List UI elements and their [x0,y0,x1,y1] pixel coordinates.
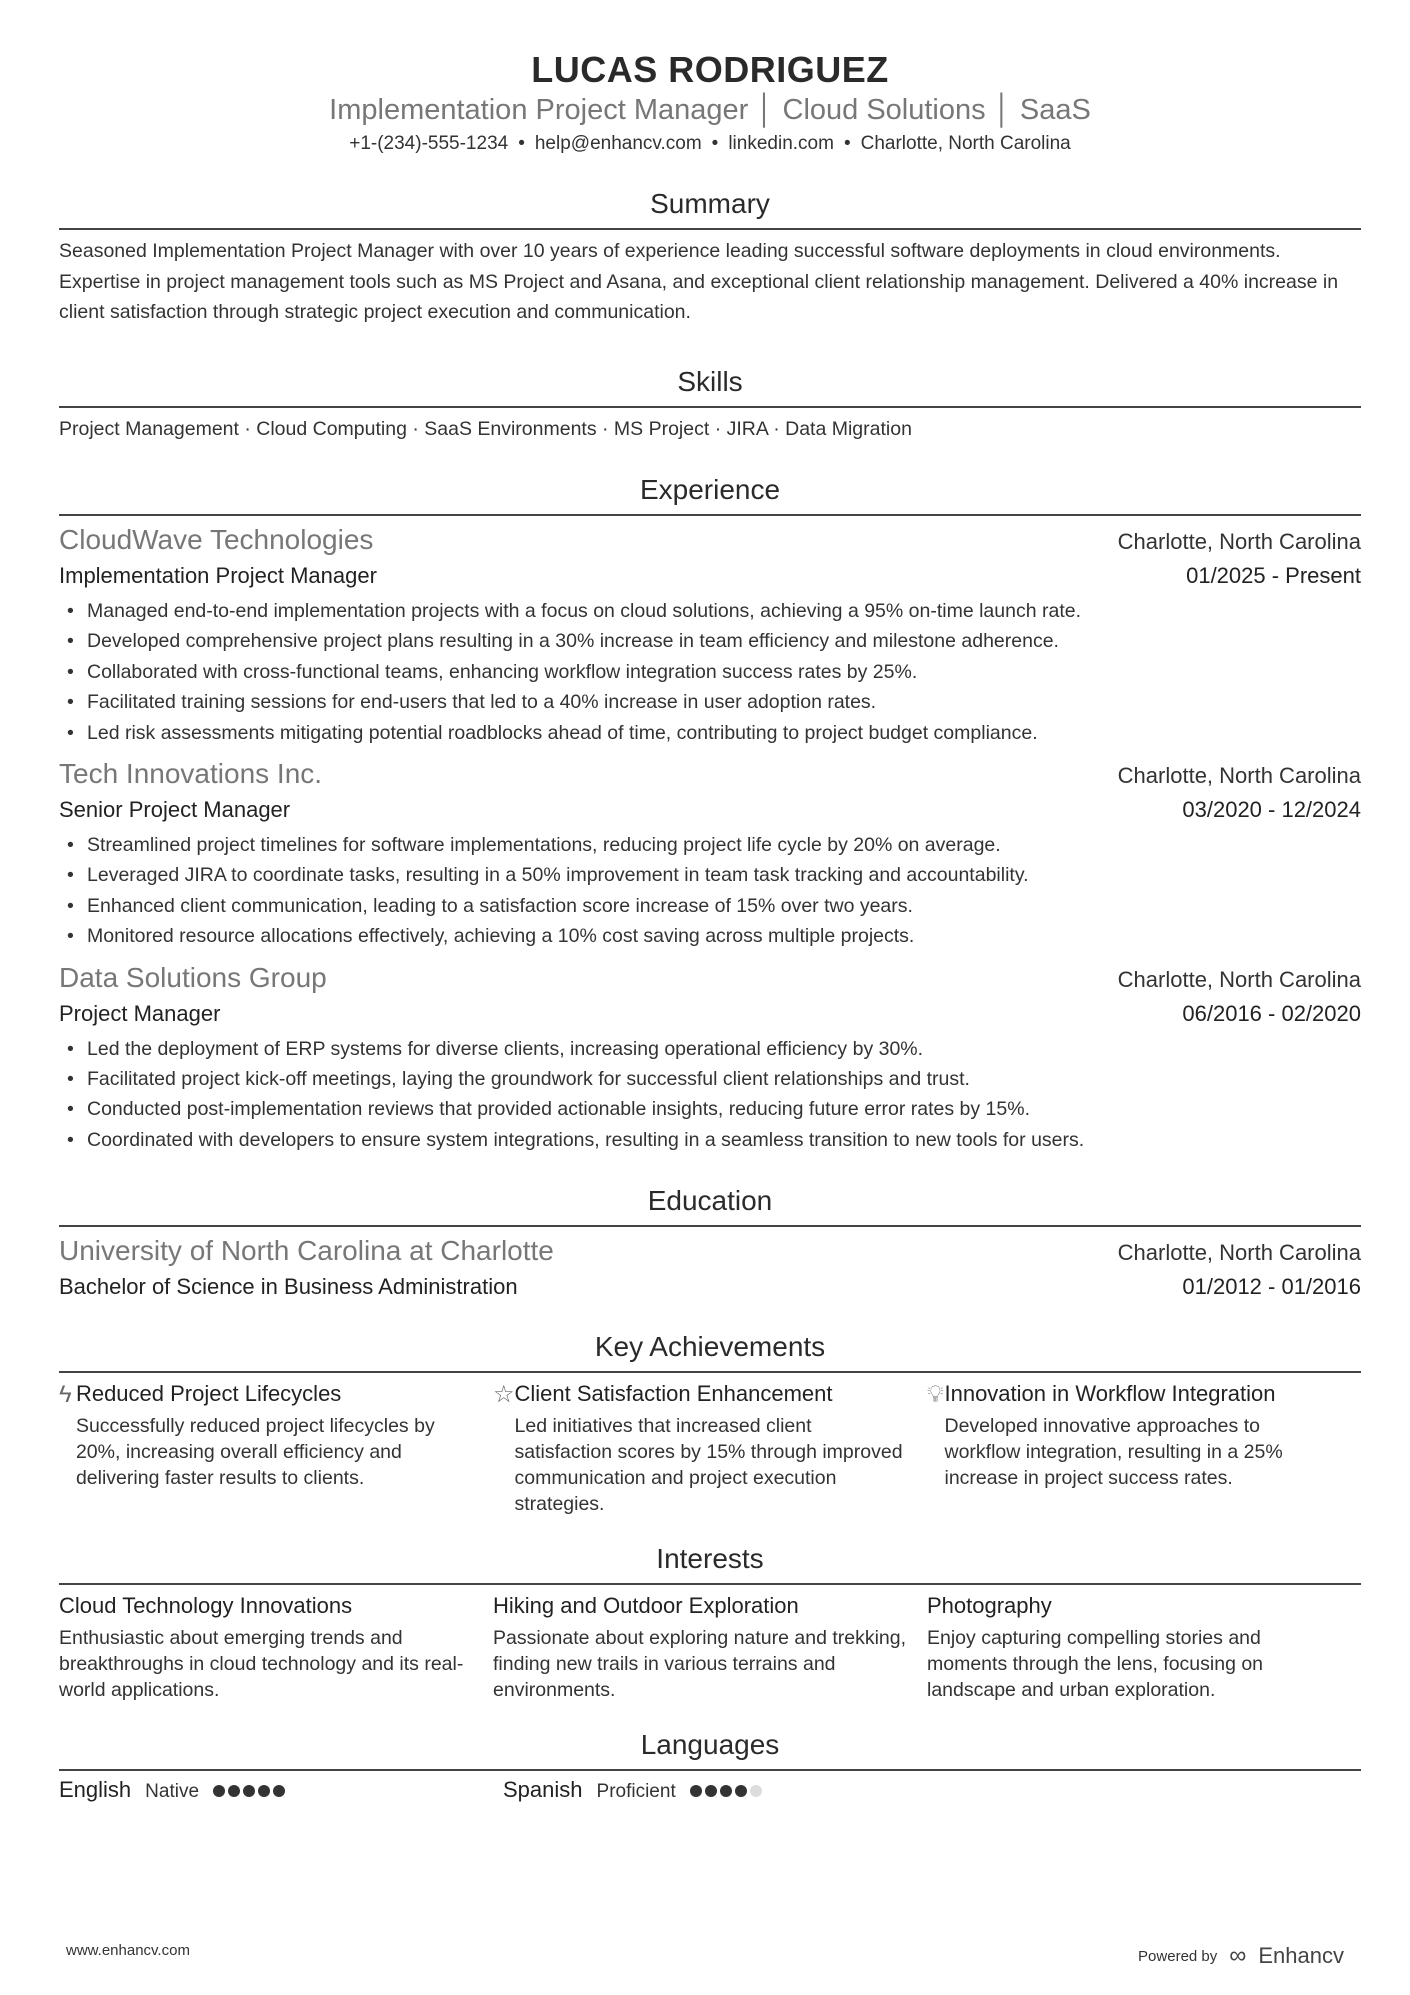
star-icon: ☆ [493,1381,515,1409]
rating-dot [690,1785,702,1797]
achievement-text: Led initiatives that increased client satisfaction scores by 15% through improved communication and project execution strategies. [514,1415,903,1516]
section-heading-languages: Languages [59,1727,1361,1771]
footer [66,1942,1344,1970]
section-heading-skills: Skills [59,364,1361,408]
job-bullets [59,596,1361,748]
job-bullet: • Conducted post-implementation reviews that provided actionable insights, reducing future error rates by 15%. [59,1094,1361,1124]
section-heading-education: Education [59,1183,1361,1227]
achievement-text: Successfully reduced project lifecycles by 20%, increasing overall efficiency and delivering faster results to clients. [75,1415,435,1490]
job-bullet: • Coordinated with developers to ensure system integrations, resulting in a seamless transition to new tools for users. [59,1125,1361,1155]
job-role: Implementation Project Manager [59,563,377,588]
location: Charlotte, North Carolina [860,133,1071,154]
degree: Bachelor of Science in Business Administration [59,1274,518,1300]
achievement-text: Developed innovative approaches to workflow integration, resulting in a 25% increase in project success rates. [944,1415,1283,1490]
job-bullet: • Facilitated project kick-off meetings, laying the groundwork for successful client relationships and trust. [59,1064,1361,1094]
section-heading-interests: Interests [59,1541,1361,1585]
experience-list [59,522,1361,1155]
language-item [503,1777,947,1803]
brand-name: Enhancv [1258,1943,1344,1968]
language-name: Spanish [503,1777,583,1803]
job-bullet: • Enhanced client communication, leading to a satisfaction score increase of 15% over two years. [59,891,1361,921]
rating-dot [705,1785,717,1797]
powered-by-label: Powered by [1138,1947,1218,1965]
achievement-title: Reduced Project Lifecycles [75,1381,342,1407]
interest-text: Enjoy capturing compelling stories and moments through the lens, focusing on landscape and urban exploration. [927,1627,1264,1702]
phone: +1-(234)-555-1234 [349,133,509,154]
rating-dot [213,1785,225,1797]
job-bullet: • Facilitated training sessions for end-users that led to a 40% increase in user adoption rates. [59,687,1361,717]
interests-list [59,1591,1361,1703]
interest-text: Enthusiastic about emerging trends and breakthroughs in cloud technology and its real-world applications. [59,1627,464,1702]
job-bullet: • Managed end-to-end implementation projects with a focus on cloud solutions, achieving a 95% on-time launch rate. [59,596,1361,626]
interest-title: Photography [927,1593,1052,1619]
company-name: CloudWave Technologies [59,524,374,555]
job-bullets [59,830,1361,952]
job-bullet: • Leveraged JIRA to coordinate tasks, resulting in a 50% improvement in team task tracking and accountability. [59,860,1361,890]
skills-list: Project Management · Cloud Computing · SaaS Environments · MS Project · JIRA · Data Migration [59,417,912,440]
job-bullet: • Streamlined project timelines for software implementations, reducing project life cycle by 20% on average. [59,830,1361,860]
interest-item [493,1591,927,1703]
education-dates: 01/2012 - 01/2016 [1182,1274,1361,1300]
language-level: Native [145,1781,200,1803]
company-name: Data Solutions Group [59,961,327,993]
job-bullets [59,1034,1361,1156]
job-entry [59,756,1361,952]
rating-dot [750,1785,762,1797]
summary-text: Seasoned Implementation Project Manager with over 10 years of experience leading successful software deployments in cloud environments. Expertise in project management tools such as MS Project and Asana, and exceptional client relationship management. Delivered a 40% increase in client satisfaction through strategic project execution and communication. [59,240,1339,323]
rating-dot [243,1785,255,1797]
contact-line: +1-(234)-555-1234 • help@enhancv.com • linkedin.com • Charlotte, North Carolina [349,133,1071,154]
rating-dot [273,1785,285,1797]
enhancv-logo-icon: ∞ [1229,1942,1247,1969]
job-bullet: • Collaborated with cross-functional teams, enhancing workflow integration success rates by 25%. [59,657,1361,687]
job-role: Project Manager [59,1000,221,1026]
footer-site-link[interactable]: www.enhancv.com [66,1942,190,1959]
lightbulb-icon: 💡︎ [927,1381,944,1409]
candidate-title: Implementation Project Manager │ Cloud Solutions │ SaaS [329,94,1091,126]
job-bullet: • Led the deployment of ERP systems for diverse clients, increasing operational efficiency by 30%. [59,1034,1361,1064]
education-entry [59,1233,1361,1271]
interest-title: Cloud Technology Innovations [59,1593,353,1619]
job-location: Charlotte, North Carolina [1117,966,1361,992]
lightning-icon: ϟ [59,1381,72,1409]
job-bullet: • Monitored resource allocations effectively, achieving a 10% cost saving across multiple projects. [59,921,1361,951]
job-location: Charlotte, North Carolina [1117,763,1361,789]
job-dates: 06/2016 - 02/2020 [1182,1000,1361,1026]
rating-dot [735,1785,747,1797]
section-heading-experience: Experience [59,472,1361,516]
section-heading-achievements: Key Achievements [59,1329,1361,1373]
job-dates: 03/2020 - 12/2024 [1182,797,1361,823]
interest-item [927,1591,1361,1703]
job-location: Charlotte, North Carolina [1117,529,1361,554]
achievement-title: Client Satisfaction Enhancement [514,1381,833,1407]
job-entry [59,522,1361,748]
interest-item [59,1591,493,1703]
company-name: Tech Innovations Inc. [59,758,323,790]
language-item [59,1777,503,1803]
interest-text: Passionate about exploring nature and trekking, finding new trails in various terrains and environments. [493,1627,907,1702]
job-role: Senior Project Manager [59,797,291,823]
powered-by [1138,1942,1344,1970]
job-entry [59,960,1361,1156]
achievement-item [493,1379,927,1517]
school-name: University of North Carolina at Charlotte [59,1235,554,1267]
job-bullet: • Developed comprehensive project plans resulting in a 30% increase in team efficiency and milestone adherence. [59,626,1361,656]
linkedin-link[interactable]: linkedin.com [728,133,834,154]
job-bullet: • Led risk assessments mitigating potential roadblocks ahead of time, contributing to project budget compliance. [59,718,1361,748]
rating-dot [228,1785,240,1797]
language-rating [690,1784,765,1802]
language-level: Proficient [596,1781,676,1803]
achievement-item [927,1379,1361,1517]
achievement-item [59,1379,493,1517]
achievements-list [59,1379,1361,1517]
languages-list [59,1777,1361,1803]
language-name: English [59,1777,132,1803]
achievement-title: Innovation in Workflow Integration [944,1381,1276,1407]
interest-title: Hiking and Outdoor Exploration [493,1593,799,1619]
rating-dot [720,1785,732,1797]
candidate-name: LUCAS RODRIGUEZ [531,49,889,90]
job-dates: 01/2025 - Present [1186,563,1361,588]
school-location: Charlotte, North Carolina [1117,1240,1361,1266]
language-rating [213,1784,288,1802]
email-link[interactable]: help@enhancv.com [534,133,702,154]
rating-dot [258,1785,270,1797]
section-heading-summary: Summary [59,186,1361,230]
resume [59,48,1361,1803]
